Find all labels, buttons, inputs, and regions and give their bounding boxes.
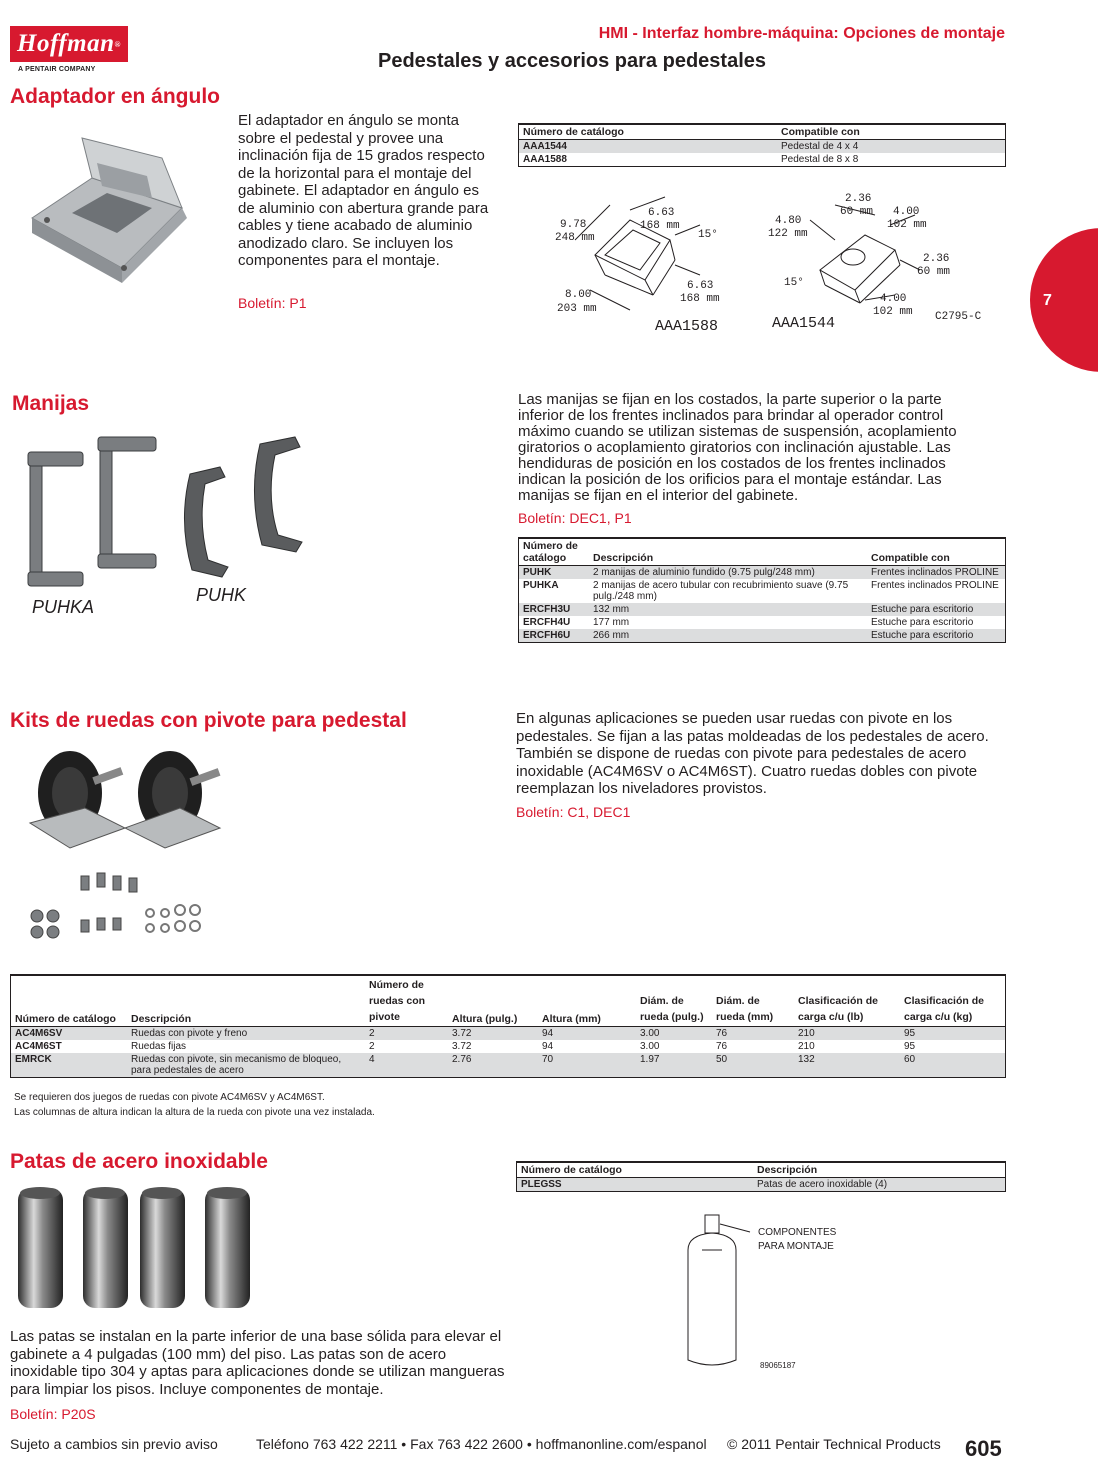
drawing-ref: C2795-C <box>935 311 982 323</box>
section-title-legs: Patas de acero inoxidable <box>10 1150 268 1173</box>
catalog-number: PLEGSS <box>517 1178 754 1192</box>
casters-image <box>15 748 225 948</box>
table-cell: 210 <box>798 1041 815 1052</box>
footer-contact: Teléfono 763 422 2211 • Fax 763 422 2600 • hoffmanonline.com/espanol <box>256 1436 707 1452</box>
casters-note-2: Las columnas de altura indican la altura de la rueda con pivote una vez instalada. <box>14 1107 375 1118</box>
footer-notice: Sujeto a cambios sin previo aviso <box>10 1436 218 1452</box>
table-cell: 3.72 <box>448 1027 538 1041</box>
table-cell: Pedestal de 8 x 8 <box>781 154 859 165</box>
chapter-tab <box>1030 228 1098 372</box>
handles-description: Las manijas se fijan en los costados, la parte superior o la parte inferior de los frentes inclinados para brindar al operador control máximo cuando se utilizan sistemas de suspensión, acoplamiento giratorios o acoplamiento giratorios con inclinación ajustable. Las hendiduras de posición en los costados de los frentes inclinados indican la posición de los orificios para el montaje estándar. Las manijas se fijan en el interior del gabinete. <box>518 391 957 504</box>
table-row <box>519 140 1006 154</box>
table-cell: 94 <box>538 1027 636 1041</box>
table-cell: Estuche para escritorio <box>867 629 1006 643</box>
drawing-label: COMPONENTES <box>758 1227 837 1238</box>
table-cell: Estuche para escritorio <box>867 603 1006 616</box>
leg-drawing <box>680 1210 880 1375</box>
casters-description: En algunas aplicaciones se pueden usar ruedas con pivote en los pedestales. Se fijan a las patas moldeadas de los pedestales de acero. También se dispone de ruedas con pivote para pedestales de acero inoxidable (AC4M6SV o AC4M6ST). Cuatro ruedas dobles con pivote reemplazan los niveladores provistos. <box>516 710 989 797</box>
dim-label: 2.36 <box>845 193 872 205</box>
legs-image <box>15 1183 255 1313</box>
dim-label: 6.63 <box>648 207 675 219</box>
legs-bulletin: Boletín: P20S <box>10 1406 96 1422</box>
handle-caption-puhka: PUHKA <box>32 597 95 617</box>
table-cell: 2.76 <box>448 1053 538 1078</box>
table-cell: 2 <box>369 1041 375 1052</box>
page-title: Pedestales y accesorios para pedestales <box>377 50 766 72</box>
handles-bulletin: Boletín: DEC1, P1 <box>518 510 632 526</box>
drawing-label: PARA MONTAJE <box>758 1241 834 1252</box>
catalog-number: PUHKA <box>523 580 559 591</box>
section-title-angle-adapter: Adaptador en ángulo <box>10 85 220 108</box>
table-cell: 76 <box>712 1027 794 1041</box>
handles-table <box>518 537 1006 643</box>
table-cell: Frentes inclinados PROLINE <box>867 566 1006 580</box>
table-cell: Ruedas con pivote, sin mecanismo de bloqueo, para pedestales de acero <box>127 1053 365 1078</box>
table-cell: Ruedas con pivote y freno <box>127 1027 365 1041</box>
dim-label: 60 mm <box>917 266 951 278</box>
table-cell: 94 <box>542 1041 554 1052</box>
dim-label: 168 mm <box>680 293 720 305</box>
col-header: Compatible con <box>777 124 1006 140</box>
dim-label: 4.80 <box>775 215 802 227</box>
dim-label: 168 mm <box>640 220 680 232</box>
table-cell: 1.97 <box>636 1053 712 1078</box>
catalog-number: ERCFH4U <box>523 617 571 628</box>
col-header: Diám. de rueda (pulg.) <box>636 975 712 1027</box>
dim-label: 248 mm <box>555 232 595 244</box>
section-title-casters: Kits de ruedas con pivote para pedestal <box>10 709 407 732</box>
catalog-number: ERCFH6U <box>519 629 590 643</box>
handle-caption-puhk: PUHK <box>196 585 247 605</box>
hoffman-logo: Hoffman ® <box>10 26 128 62</box>
col-header: Número de catálogo <box>519 124 778 140</box>
table-row <box>519 566 1006 580</box>
table-row <box>519 603 1006 616</box>
header-title: HMI - Interfaz hombre-máquina: Opciones de montaje <box>598 25 1005 42</box>
col-header: Compatible con <box>867 538 1006 566</box>
table-row <box>11 1040 1006 1053</box>
table-cell: 95 <box>904 1041 916 1052</box>
catalog-number: EMRCK <box>11 1053 128 1078</box>
footer-copyright: © 2011 Pentair Technical Products <box>727 1436 941 1452</box>
angle-adapter-drawing <box>535 185 1005 340</box>
dim-label: 9.78 <box>560 219 587 231</box>
angle-adapter-image <box>22 118 202 288</box>
dim-label: 2.36 <box>923 253 950 265</box>
col-header: Clasificación de carga c/u (kg) <box>900 975 1006 1027</box>
col-header: Número de ruedas con pivote <box>365 975 448 1027</box>
col-header: Clasificación de carga c/u (lb) <box>794 975 900 1027</box>
catalog-number: ERCFH3U <box>519 603 590 616</box>
logo-subtitle: A PENTAIR COMPANY <box>18 66 96 73</box>
table-cell: 2 manijas de acero tubular con recubrimiento suave (9.75 pulg./248 mm) <box>593 580 849 602</box>
dim-label: 6.63 <box>687 280 714 292</box>
col-header: Descripción <box>753 1162 1006 1178</box>
angle-adapter-table <box>518 123 1006 167</box>
dim-label: 122 mm <box>768 228 808 240</box>
logo-text: Hoffman <box>17 30 115 57</box>
table-cell: 177 mm <box>593 617 630 628</box>
dim-label: 8.00 <box>565 289 592 301</box>
dim-label: 102 mm <box>873 306 913 318</box>
table-cell: 132 mm <box>589 603 867 616</box>
table-cell: 266 mm <box>589 629 867 643</box>
table-cell: 3.72 <box>452 1041 472 1052</box>
legs-description: Las patas se instalan en la parte inferior de una base sólida para elevar el gabinete a 4 pulgadas (100 mm) del piso. Las patas son de acero inoxidable tipo 304 y aptas para aplicaciones donde se utilizan mangueras para limpiar los pisos. Incluye componentes de montaje. <box>10 1328 505 1398</box>
dim-label: 15° <box>784 277 804 289</box>
table-row <box>11 1027 1006 1041</box>
handles-image <box>20 432 350 597</box>
table-cell: Ruedas fijas <box>131 1041 187 1052</box>
table-cell: 2 <box>365 1027 448 1041</box>
col-header: Número de catálogo <box>517 1162 754 1178</box>
table-cell: Pedestal de 4 x 4 <box>777 140 1006 154</box>
table-cell: 3.00 <box>636 1027 712 1041</box>
table-row <box>519 153 1006 167</box>
table-cell: 210 <box>794 1027 900 1041</box>
col-header: Número de catálogo <box>519 538 590 566</box>
table-row <box>519 616 1006 629</box>
catalog-number: AC4M6SV <box>11 1027 128 1041</box>
catalog-number: AAA1588 <box>523 154 567 165</box>
table-cell: 4 <box>365 1053 448 1078</box>
catalog-number: AC4M6ST <box>15 1041 62 1052</box>
drawing-name: AAA1544 <box>772 315 836 332</box>
chapter-number: 7 <box>1043 292 1052 309</box>
dim-label: 4.00 <box>893 206 920 218</box>
table-row <box>519 629 1006 643</box>
section-title-handles: Manijas <box>12 392 90 415</box>
table-cell: Frentes inclinados PROLINE <box>871 580 999 591</box>
table-row <box>11 1053 1006 1078</box>
col-header: Diám. de rueda (mm) <box>712 975 794 1027</box>
col-header: Altura (pulg.) <box>448 975 538 1027</box>
table-cell: 2 manijas de aluminio fundido (9.75 pulg/248 mm) <box>589 566 867 580</box>
table-cell: 3.00 <box>640 1041 660 1052</box>
table-row <box>519 579 1006 603</box>
casters-bulletin: Boletín: C1, DEC1 <box>516 804 631 820</box>
table-cell: Patas de acero inoxidable (4) <box>753 1178 1006 1192</box>
casters-table <box>10 974 1006 1078</box>
drawing-ref: 89065187 <box>760 1361 796 1370</box>
dim-label: 102 mm <box>887 219 927 231</box>
col-header: Altura (mm) <box>538 975 636 1027</box>
dim-label: 15° <box>698 229 718 241</box>
drawing-name: AAA1588 <box>655 318 719 335</box>
table-cell: 95 <box>900 1027 1006 1041</box>
angle-adapter-bulletin: Boletín: P1 <box>238 295 307 311</box>
col-header: Descripción <box>127 975 365 1027</box>
dim-label: 60 mm <box>840 206 874 218</box>
table-cell: 76 <box>716 1041 728 1052</box>
legs-table <box>516 1161 1006 1192</box>
catalog-number: PUHK <box>519 566 590 580</box>
dim-label: 203 mm <box>557 303 597 315</box>
table-row <box>517 1178 1006 1192</box>
catalog-number: AAA1544 <box>519 140 778 154</box>
col-header: Descripción <box>589 538 867 566</box>
angle-adapter-description: El adaptador en ángulo se monta sobre el pedestal y provee una inclinación fija de 15 grados respecto de la horizontal para el montaje del gabinete. El adaptador en ángulo es de aluminio con abertura grande para cables y tiene acabado de aluminio anodizado claro. Se incluyen los componentes para el montaje. <box>238 112 489 269</box>
table-cell: 132 <box>794 1053 900 1078</box>
table-cell: 60 <box>900 1053 1006 1078</box>
col-header: Número de catálogo <box>11 975 128 1027</box>
page-number: 605 <box>965 1436 1002 1461</box>
casters-note-1: Se requieren dos juegos de ruedas con pivote AC4M6SV y AC4M6ST. <box>14 1092 325 1103</box>
table-cell: 70 <box>538 1053 636 1078</box>
table-cell: Estuche para escritorio <box>871 617 974 628</box>
dim-label: 4.00 <box>880 293 907 305</box>
table-cell: 50 <box>712 1053 794 1078</box>
